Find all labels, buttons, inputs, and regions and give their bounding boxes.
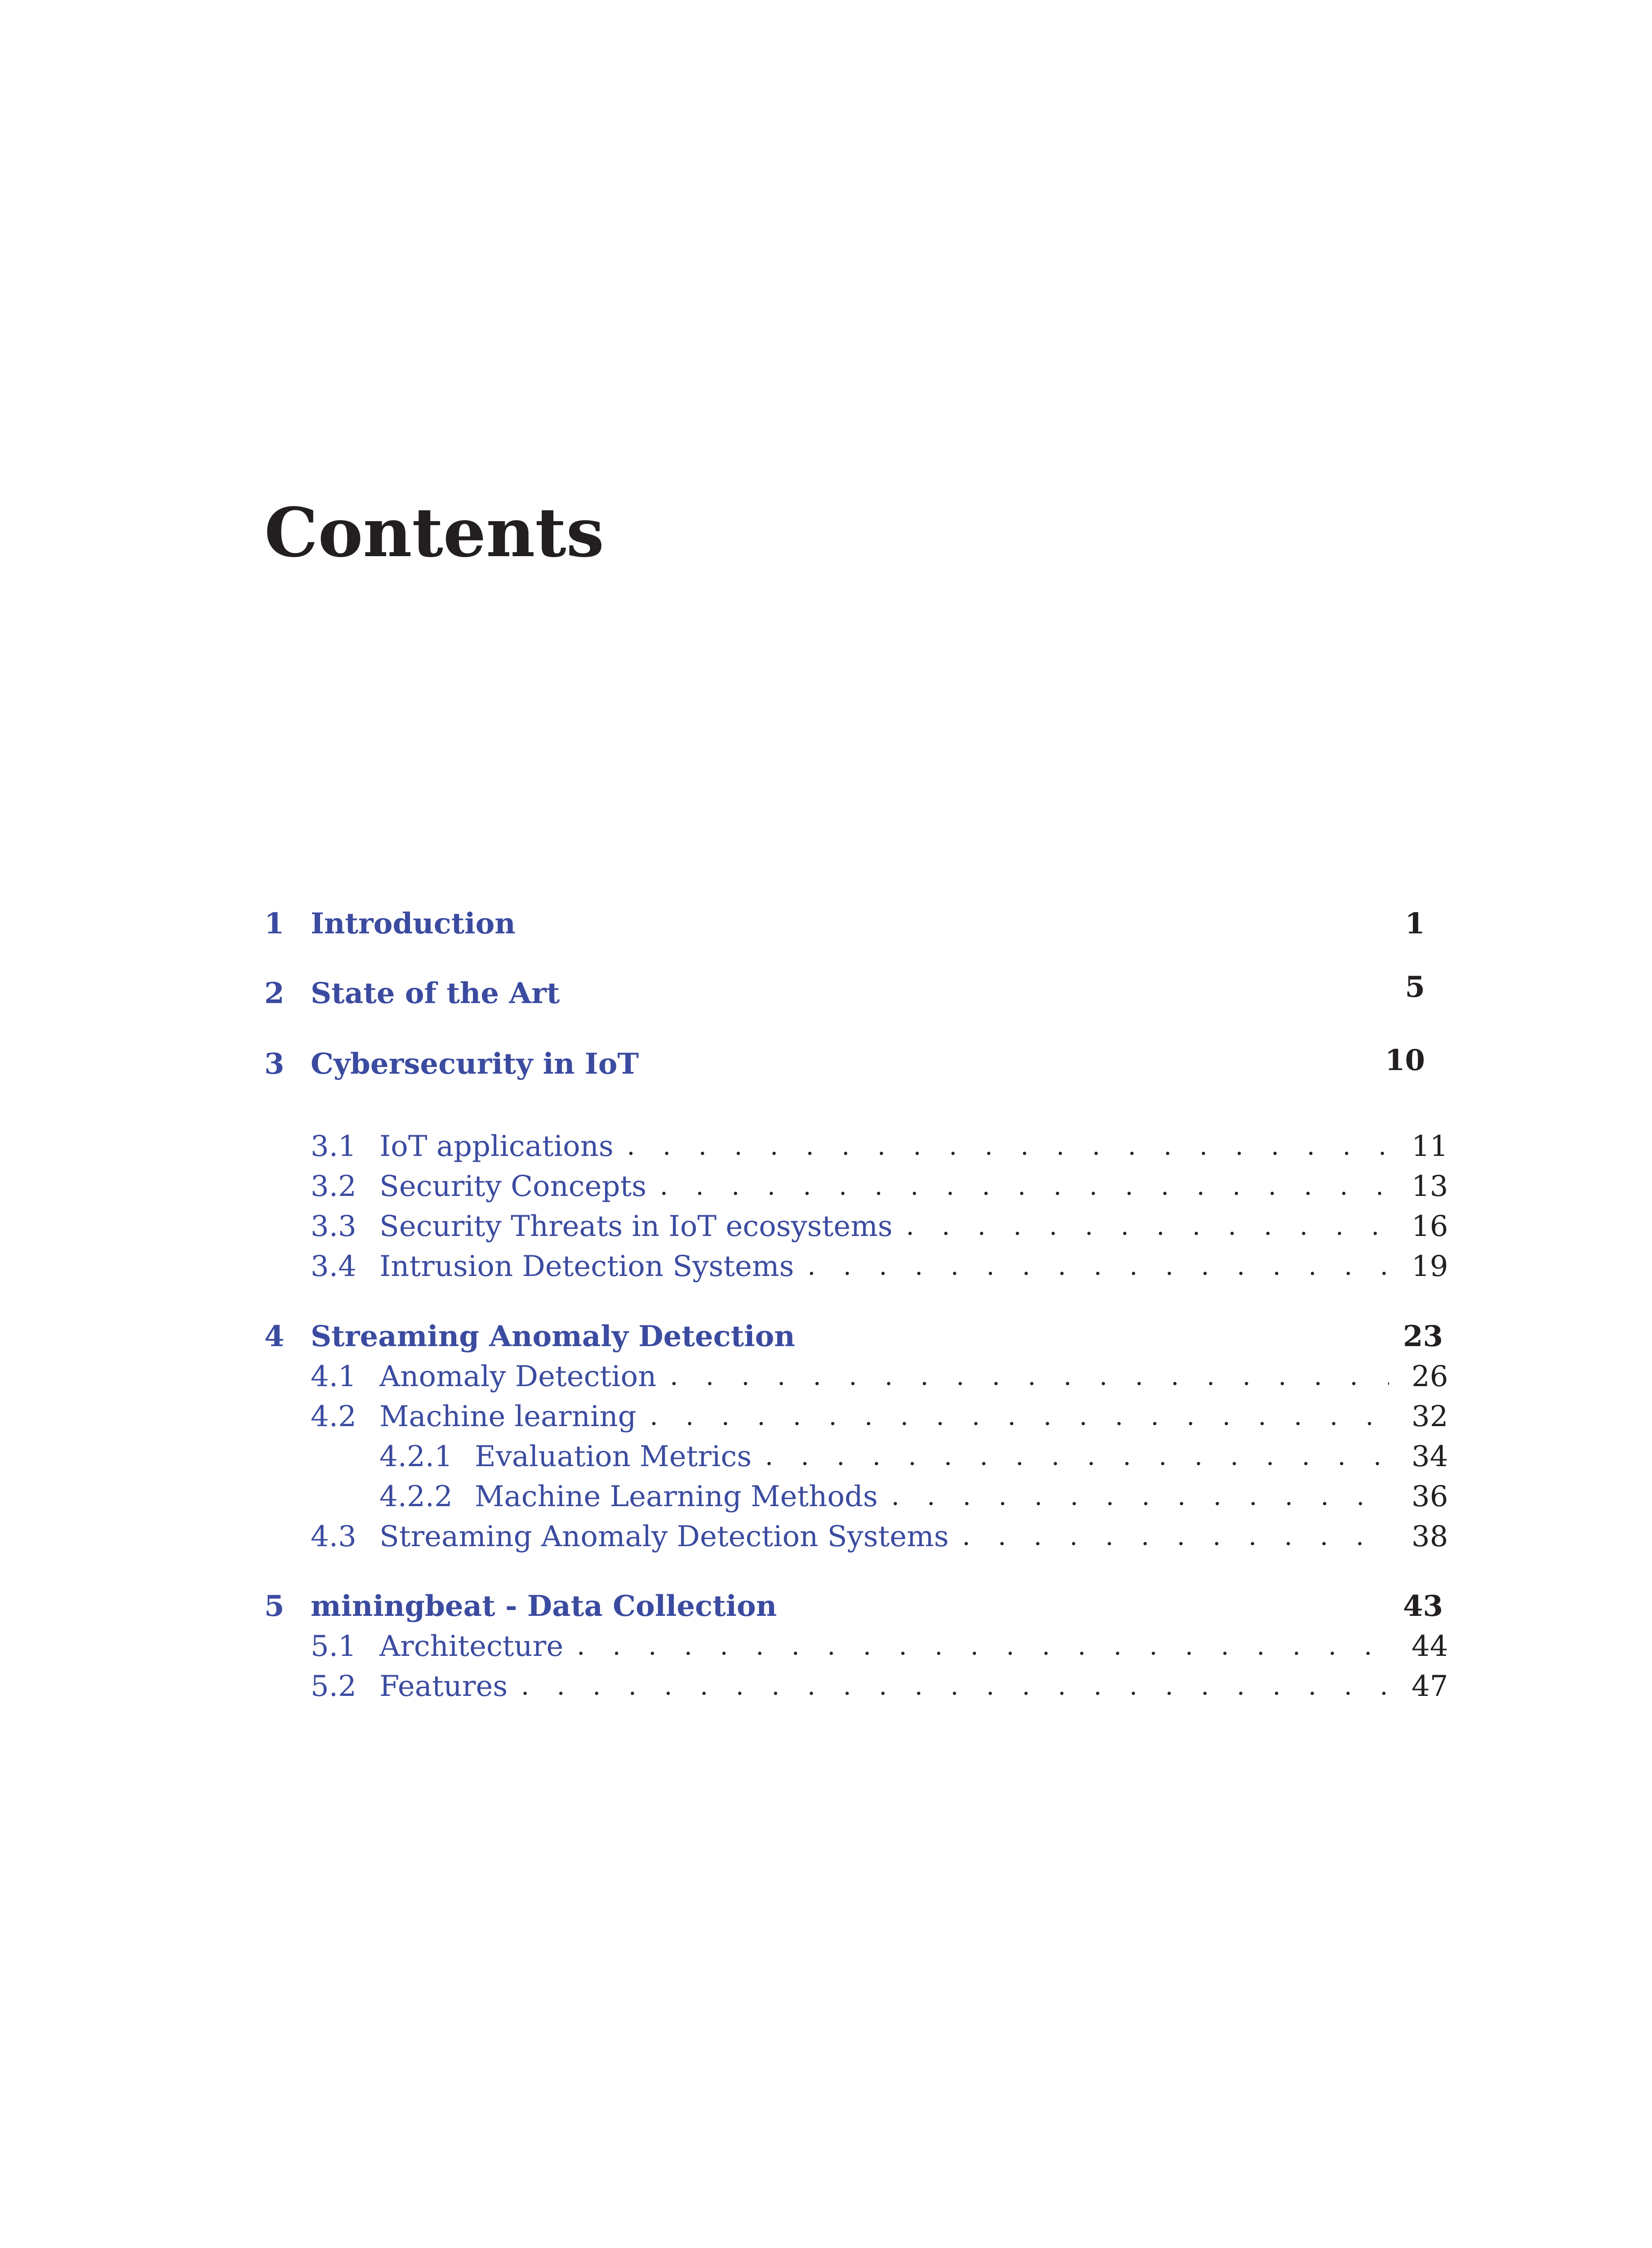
toc-section-number: 4.1 <box>311 1360 356 1393</box>
toc-section-page: 13 <box>1412 1170 1448 1203</box>
toc-section-number: 4.3 <box>311 1520 356 1553</box>
toc-section-title[interactable]: Streaming Anomaly Detection Systems <box>379 1520 949 1553</box>
toc-leader-dots <box>670 1364 1389 1389</box>
toc-section-page: 44 <box>1412 1630 1448 1663</box>
toc-section-title[interactable]: Intrusion Detection Systems <box>379 1250 794 1283</box>
toc-section-number: 3.1 <box>311 1130 356 1163</box>
toc-leader-dots <box>521 1674 1389 1699</box>
toc-section-number: 3.2 <box>311 1170 356 1203</box>
toc-chapter-title[interactable]: Introduction <box>311 907 516 941</box>
toc-chapter-4[interactable] <box>264 1316 1443 1357</box>
toc-chapter-page: 5 <box>1405 970 1425 1004</box>
toc-subsection-title[interactable]: Machine Learning Methods <box>475 1480 878 1513</box>
toc-chapter-2[interactable] <box>264 970 1443 1014</box>
toc-chapter-number: 5 <box>264 1589 285 1623</box>
toc-section-page: 32 <box>1412 1400 1448 1433</box>
toc-chapter-title[interactable]: State of the Art <box>311 977 560 1010</box>
toc-section-3-1[interactable] <box>264 1126 1448 1167</box>
toc-section-title[interactable]: Security Threats in IoT ecosystems <box>379 1210 893 1243</box>
toc-subsection-page: 36 <box>1412 1480 1448 1513</box>
toc-section-4-1[interactable] <box>264 1356 1448 1397</box>
toc-section-number: 3.3 <box>311 1210 356 1243</box>
toc-section-5-1[interactable] <box>264 1626 1448 1667</box>
toc-section-4-3[interactable] <box>264 1517 1448 1557</box>
toc-section-page: 38 <box>1412 1520 1448 1553</box>
toc-chapter-1[interactable] <box>264 904 1443 944</box>
toc-chapter-title[interactable]: Streaming Anomaly Detection <box>311 1320 795 1353</box>
toc-subsection-4-2-2[interactable] <box>264 1476 1448 1517</box>
toc-chapter-number: 3 <box>264 1047 285 1081</box>
toc-chapter-title[interactable]: Cybersecurity in IoT <box>311 1047 639 1081</box>
toc-section-number: 3.4 <box>311 1250 356 1283</box>
toc-section-title[interactable]: Anomaly Detection <box>379 1360 657 1393</box>
toc-subsection-page: 34 <box>1412 1440 1448 1473</box>
toc-section-5-2[interactable] <box>264 1666 1448 1707</box>
toc-leader-dots <box>650 1404 1389 1429</box>
toc-leader-dots <box>962 1524 1389 1549</box>
toc-section-number: 5.1 <box>311 1630 356 1663</box>
toc-subsection-title[interactable]: Evaluation Metrics <box>475 1440 752 1473</box>
toc-section-4-2[interactable] <box>264 1396 1448 1437</box>
toc-chapter-page: 1 <box>1405 907 1425 941</box>
toc-chapter-number: 4 <box>264 1320 285 1353</box>
table-of-contents <box>264 0 1448 2248</box>
toc-section-number: 5.2 <box>311 1670 356 1703</box>
toc-chapter-number: 1 <box>264 907 285 941</box>
toc-subsection-number: 4.2.1 <box>379 1440 453 1473</box>
toc-section-page: 11 <box>1412 1130 1448 1163</box>
toc-leader-dots <box>765 1444 1389 1469</box>
toc-leader-dots <box>660 1174 1389 1199</box>
toc-chapter-3[interactable] <box>264 1044 1443 1084</box>
toc-section-page: 47 <box>1412 1670 1448 1703</box>
toc-section-page: 26 <box>1412 1360 1448 1393</box>
toc-leader-dots <box>627 1134 1389 1159</box>
toc-leader-dots <box>906 1214 1389 1239</box>
toc-section-page: 19 <box>1412 1250 1448 1283</box>
toc-leader-dots <box>891 1484 1389 1509</box>
toc-leader-dots <box>577 1634 1389 1659</box>
toc-section-page: 16 <box>1412 1210 1448 1243</box>
toc-subsection-4-2-1[interactable] <box>264 1436 1448 1477</box>
toc-section-title[interactable]: IoT applications <box>379 1130 614 1163</box>
page-title: Contents <box>264 493 605 572</box>
toc-section-3-4[interactable] <box>264 1246 1448 1287</box>
toc-section-number: 4.2 <box>311 1400 356 1433</box>
toc-subsection-number: 4.2.2 <box>379 1480 453 1513</box>
toc-section-title[interactable]: Security Concepts <box>379 1170 647 1203</box>
toc-section-title[interactable]: Features <box>379 1670 508 1703</box>
toc-chapter-page: 10 <box>1385 1044 1425 1077</box>
toc-chapter-number: 2 <box>264 977 285 1010</box>
toc-chapter-5[interactable] <box>264 1586 1443 1627</box>
toc-chapter-title[interactable]: miningbeat - Data Collection <box>311 1589 777 1623</box>
toc-section-3-2[interactable] <box>264 1166 1448 1207</box>
toc-section-title[interactable]: Architecture <box>379 1630 564 1663</box>
toc-leader-dots <box>807 1254 1389 1279</box>
toc-section-3-3[interactable] <box>264 1206 1448 1247</box>
toc-chapter-page: 23 <box>1403 1320 1443 1353</box>
toc-section-title[interactable]: Machine learning <box>379 1400 637 1433</box>
toc-chapter-page: 43 <box>1403 1589 1443 1623</box>
